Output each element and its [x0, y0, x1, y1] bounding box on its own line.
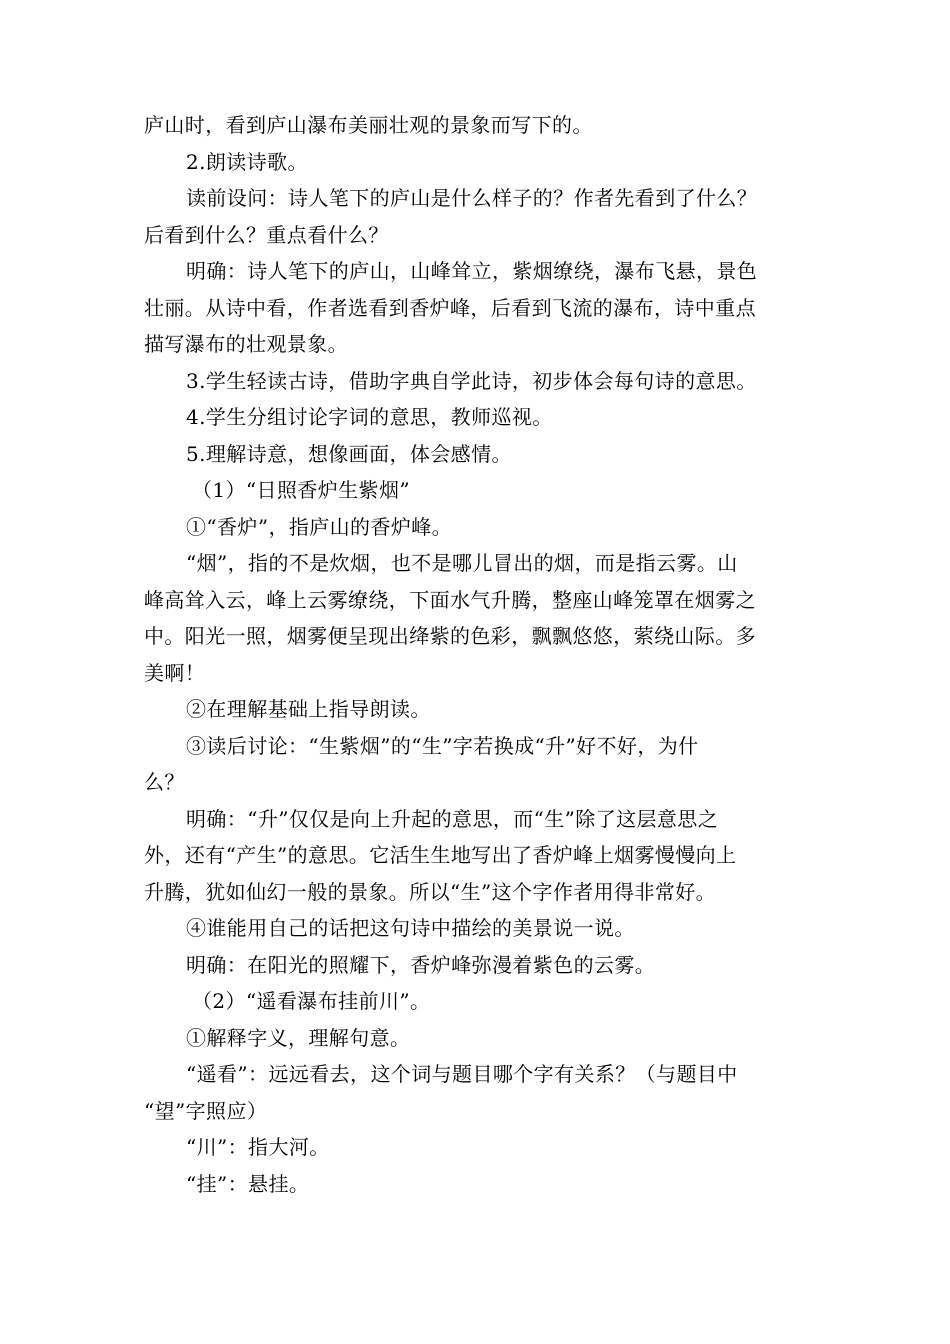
text-line: 中。阳光一照，烟雾便呈现出绛紫的色彩，飘飘悠悠，萦绕山际。多 [144, 624, 756, 648]
text-line: “望”字照应） [144, 1098, 268, 1123]
text-line: “挂”：悬挂。 [186, 1171, 310, 1196]
text-line: 美啊！ [144, 660, 206, 685]
text-line: 壮丽。从诗中看，作者选看到香炉峰，后看到飞流的瀑布，诗中重点 [144, 295, 756, 320]
text-line: 3.学生轻读古诗，借助字典自学此诗，初步体会每句诗的意思。 [186, 368, 757, 393]
text-line: 庐山时，看到庐山瀑布美丽壮观的景象而写下的。 [144, 113, 593, 137]
text-line: 峰高耸入云，峰上云雾缭绕，下面水气升腾，整座山峰笼罩在烟雾之 [144, 587, 756, 612]
text-line: 后看到什么？重点看什么？ [144, 222, 389, 247]
text-line: 4.学生分组讨论字词的意思，教师巡视。 [186, 405, 553, 429]
text-line: 明确：“升”仅仅是向上升起的意思，而“生”除了这层意思之 [186, 806, 719, 831]
text-line: “遥看”：远远看去，这个词与题目哪个字有关系？（与题目中 [186, 1062, 738, 1086]
text-line: ②在理解基础上指导朗读。 [186, 697, 431, 721]
text-line: ③读后讨论：“生紫烟”的“生”字若换成“升”好不好，为什 [186, 733, 699, 758]
text-line: 2.朗读诗歌。 [186, 149, 308, 174]
text-line: 么？ [144, 770, 185, 794]
text-line: ④谁能用自己的话把这句诗中描绘的美景说一说。 [186, 916, 635, 940]
text-line: 明确：在阳光的照耀下，香炉峰弥漫着紫色的云雾。 [186, 952, 656, 977]
text-line: 读前设问：诗人笔下的庐山是什么样子的？作者先看到了什么？ [186, 186, 758, 210]
text-line: 升腾，犹如仙幻一般的景象。所以“生”这个字作者用得非常好。 [144, 879, 717, 904]
text-line: “川”：指大河。 [186, 1135, 330, 1159]
text-line: 明确：诗人笔下的庐山，山峰耸立，紫烟缭绕，瀑布飞悬，景色 [186, 259, 758, 283]
text-line: 描写瀑布的壮观景象。 [144, 332, 348, 356]
text-line: 外，还有“产生”的意思。它活生生地写出了香炉峰上烟雾慢慢向上 [144, 843, 737, 867]
text-line: 5.理解诗意，想像画面，体会感情。 [186, 441, 512, 466]
text-line: “烟”，指的不是炊烟，也不是哪儿冒出的烟，而是指云雾。山 [186, 551, 738, 575]
section-heading: （2）“遥看瀑布挂前川”。 [192, 989, 431, 1013]
text-line: ①解释字义，理解句意。 [186, 1025, 411, 1050]
text-line: ①“香炉”，指庐山的香炉峰。 [186, 514, 453, 539]
document-page [144, 107, 808, 1202]
section-heading: （1）“日照香炉生紫烟” [192, 478, 410, 502]
